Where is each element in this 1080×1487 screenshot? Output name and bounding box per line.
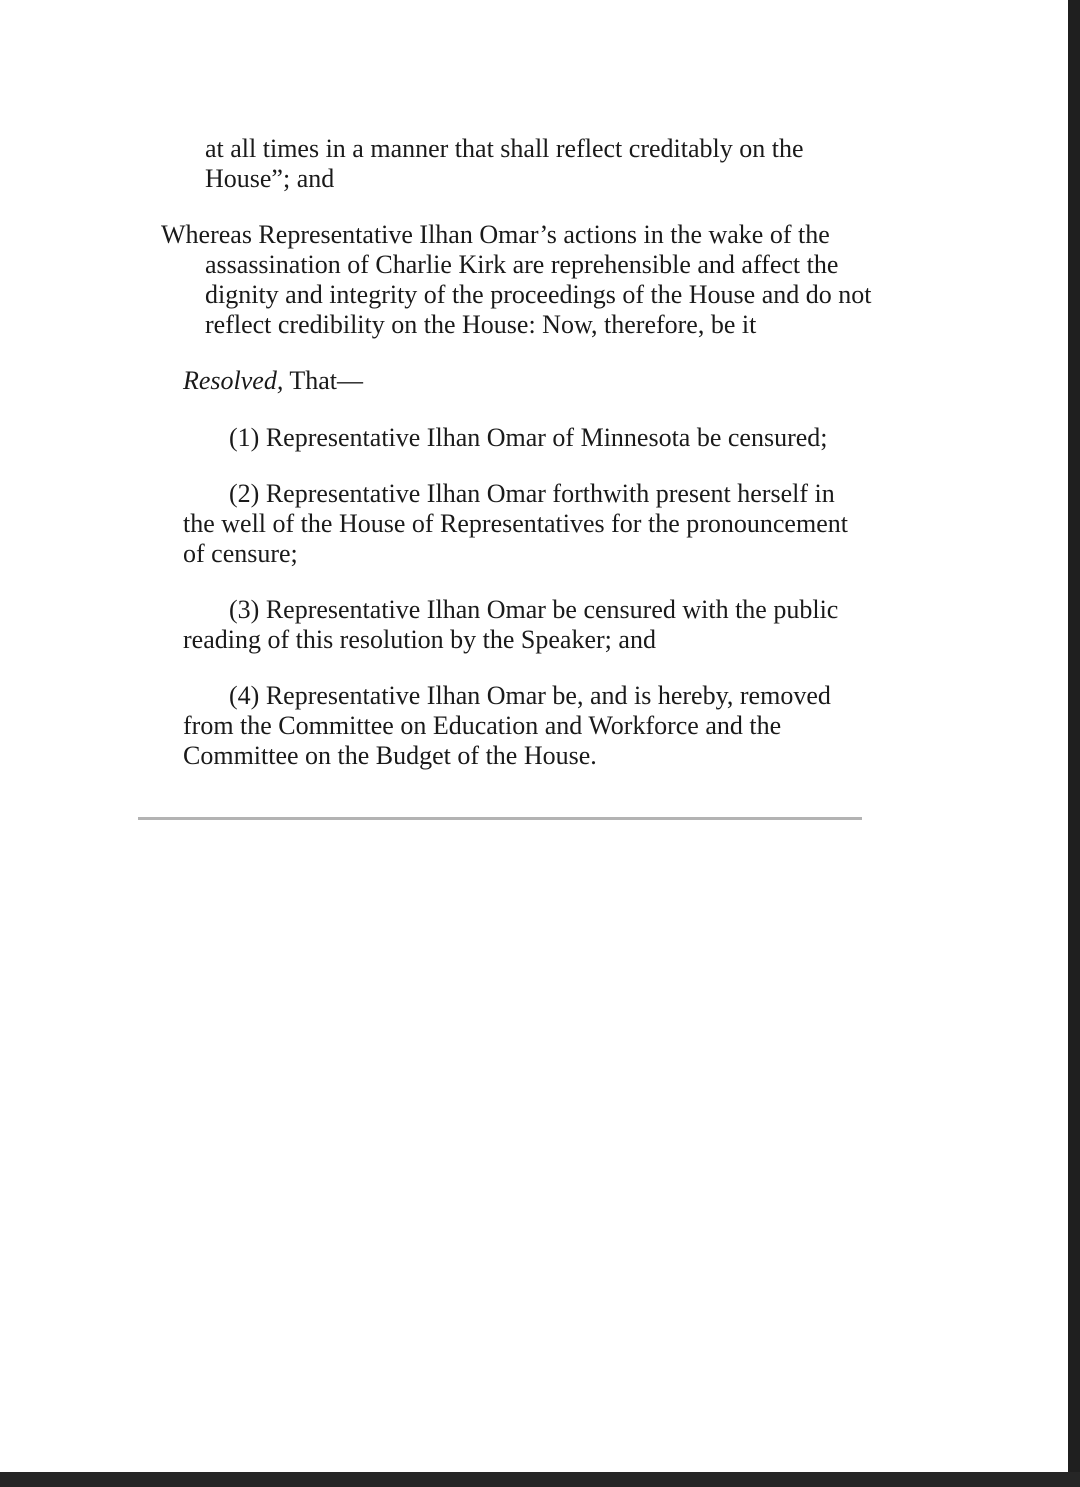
end-divider: [138, 817, 862, 820]
resolved-paragraph: [183, 366, 843, 396]
page-shadow-right: [1068, 0, 1080, 1487]
resolved-label: Resolved,: [183, 366, 284, 395]
clause-4: (4) Representative Ilhan Omar be, and is hereby, removed from the Committee on Education and Workforce and the Committee on the Budget of the House.: [183, 681, 831, 770]
clause-1: (1) Representative Ilhan Omar of Minnesota be censured;: [229, 423, 828, 452]
continuation-paragraph: at all times in a manner that shall reflect creditably on the House”; and: [205, 134, 804, 193]
resolved-rest: That—: [283, 366, 364, 395]
clause-2: (2) Representative Ilhan Omar forthwith present herself in the well of the House of Representatives for the pronouncement of censure;: [183, 479, 848, 568]
whereas-paragraph: Whereas Representative Ilhan Omar’s actions in the wake of the assassination of Charlie Kirk are reprehensible and affect the dignity and integrity of the proceedings of the House and do not reflect credibility on the House: Now, therefore, be it: [161, 220, 872, 339]
page-shadow-bottom: [0, 1472, 1080, 1487]
clause-3: (3) Representative Ilhan Omar be censured with the public reading of this resolution by the Speaker; and: [183, 595, 839, 654]
